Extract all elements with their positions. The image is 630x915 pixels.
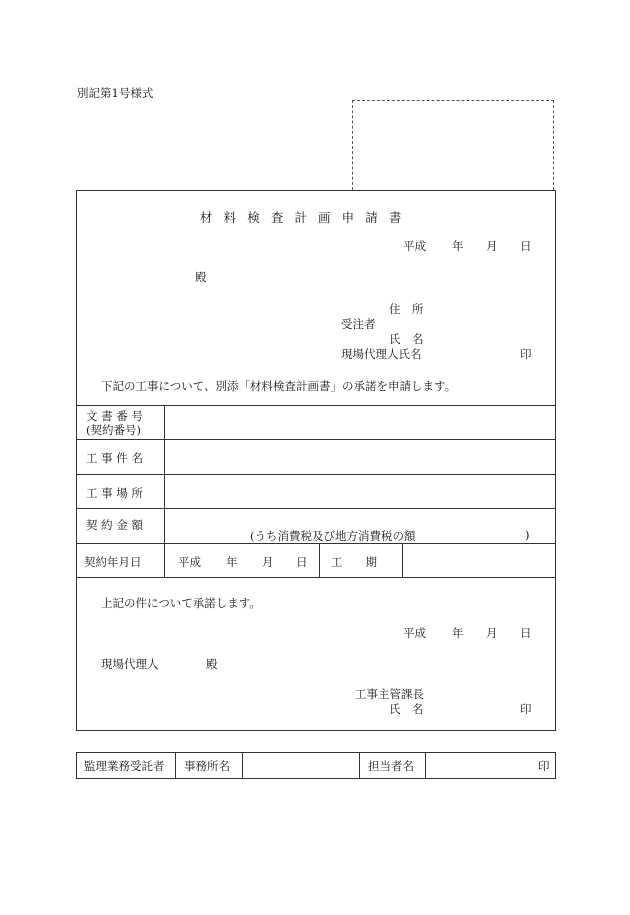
name-label: 氏 名 xyxy=(389,332,424,346)
title-char: 申 xyxy=(341,210,355,225)
title-char: 検 xyxy=(247,210,260,225)
table-column-rule xyxy=(319,543,320,577)
approval-date-day: 日 xyxy=(520,626,532,640)
site-agent-suffix: 殿 xyxy=(206,657,218,671)
project-location-label: 工 事 場 所 xyxy=(86,486,143,500)
title-char: 計 xyxy=(294,210,308,225)
form-title xyxy=(200,208,430,226)
table-rule xyxy=(76,405,556,406)
approval-date-year: 年 xyxy=(452,626,464,640)
contractor-label: 受注者 xyxy=(341,317,376,331)
title-char: 書 xyxy=(388,210,402,225)
contract-date-era: 平成 xyxy=(178,555,201,569)
contract-date-month: 月 xyxy=(262,555,274,569)
table-column-rule xyxy=(359,752,360,779)
stamp-box xyxy=(352,100,554,190)
table-column-rule xyxy=(425,752,426,779)
request-text: 下記の工事について、別添「材料検査計画書」の承諾を申請します。 xyxy=(101,379,457,393)
title-char: 請 xyxy=(365,210,378,225)
contract-amount-label: 契 約 金 額 xyxy=(86,518,143,532)
chief-label: 工事主管課長 xyxy=(355,687,424,701)
construction-period-label: 工 期 xyxy=(331,555,377,569)
approval-text: 上記の件について承諾します。 xyxy=(101,596,261,610)
contract-date-year: 年 xyxy=(226,555,238,569)
title-char: 画 xyxy=(318,210,331,225)
table-rule xyxy=(76,474,556,475)
table-column-rule xyxy=(164,405,165,577)
title-char: 料 xyxy=(223,210,237,225)
office-name-label: 事務所名 xyxy=(184,759,230,773)
contract-date-label: 契約年月日 xyxy=(84,555,142,569)
date-year: 年 xyxy=(452,239,464,253)
tax-note-close: ) xyxy=(525,528,530,542)
site-agent-label: 現場代理人 xyxy=(101,657,159,671)
table-rule xyxy=(76,508,556,509)
addressee-suffix: 殿 xyxy=(195,270,207,284)
contract-number-label: (契約番号) xyxy=(86,423,141,437)
form-number-label: 別記第1号様式 xyxy=(77,86,154,100)
seal-mark: 印 xyxy=(520,347,532,361)
title-char: 材 xyxy=(200,210,213,225)
table-column-rule xyxy=(175,752,176,779)
table-column-rule xyxy=(242,752,243,779)
approval-date-month: 月 xyxy=(486,626,498,640)
tax-note: (うち消費税及び地方消費税の額 xyxy=(250,529,416,543)
address-label: 住 所 xyxy=(389,302,424,316)
date-day: 日 xyxy=(520,239,532,253)
date-month: 月 xyxy=(486,239,498,253)
chief-name-label: 氏 名 xyxy=(389,702,424,716)
site-agent-name-label: 現場代理人氏名 xyxy=(341,347,422,361)
approval-date-era: 平成 xyxy=(403,626,426,640)
supervisor-label: 監理業務受託者 xyxy=(84,759,165,773)
table-column-rule xyxy=(402,543,403,577)
project-name-label: 工 事 件 名 xyxy=(86,451,143,465)
chief-seal-mark: 印 xyxy=(520,702,532,716)
date-era: 平成 xyxy=(403,239,426,253)
table-rule xyxy=(76,439,556,440)
doc-number-label: 文 書 番 号 xyxy=(86,409,143,423)
footer-seal-mark: 印 xyxy=(538,759,550,773)
table-rule xyxy=(76,577,556,578)
contract-date-day: 日 xyxy=(296,555,308,569)
title-char: 査 xyxy=(270,210,284,225)
application-form xyxy=(76,190,556,731)
person-in-charge-label: 担当者名 xyxy=(368,759,414,773)
